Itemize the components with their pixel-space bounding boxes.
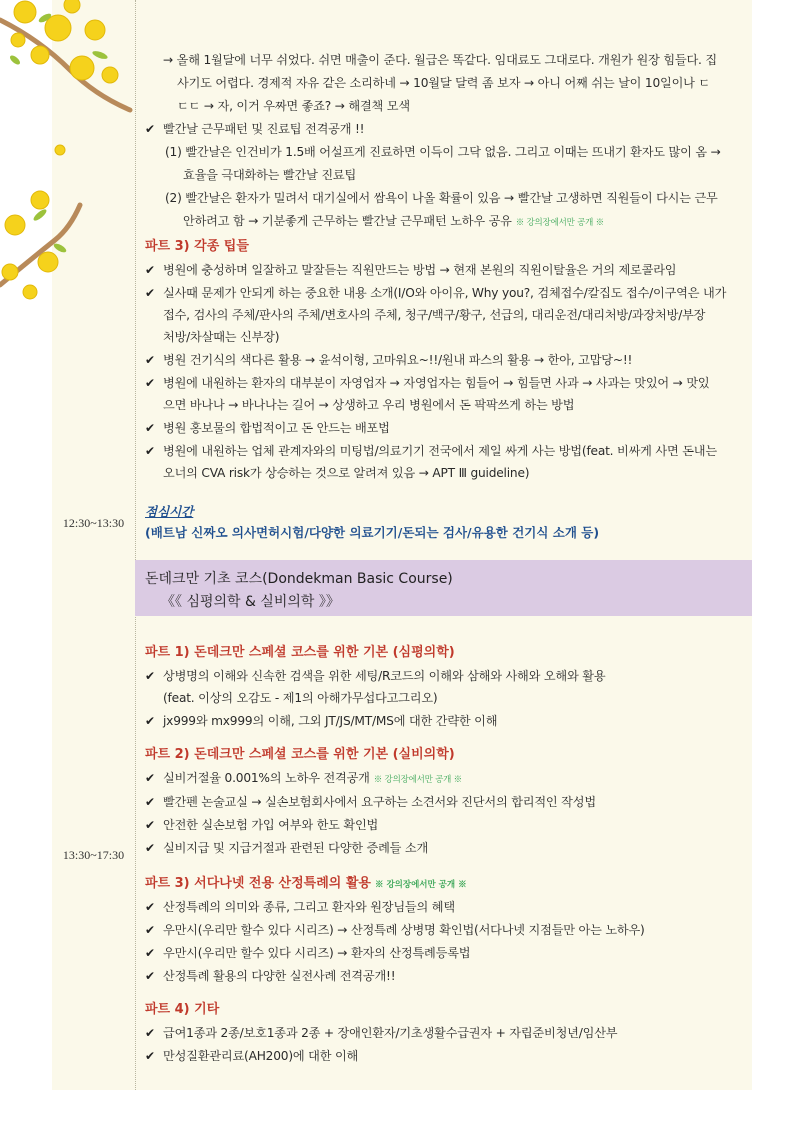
red-day-item: ✔ 빨간날 근무패턴 및 진료팁 전격공개 !!: [163, 121, 364, 137]
list-item: ✔ 우만시(우리만 할수 있다 시리즈) → 환자의 산정특례등록법: [163, 945, 470, 961]
list-item: ✔ 안전한 실손보험 가입 여부와 한도 확인법: [163, 817, 378, 833]
list-item: ✔ 병원에 내원하는 업체 관계자와의 미팅법/의료기기 전국에서 제일 싸게 사는 방법(feat. 비싸게 사면 돈내는: [163, 443, 717, 459]
course-title: 돈데크만 기초 코스(Dondekman Basic Course): [145, 571, 453, 587]
lecture-only-note: ※ 강의장에서만 공개 ※: [375, 880, 467, 890]
lunch-time-label: 12:30~13:30: [62, 516, 125, 530]
list-item: ✔ 병원 건기식의 색다른 활용 → 윤석이형, 고마워요~!!/원내 파스의 활용 → 한아, 고맙당~!!: [163, 352, 632, 368]
list-item: ✔ 급여1종과 2종/보호1종과 2종 + 장애인환자/기초생활수급권자 + 자립준비청년/임산부: [163, 1025, 617, 1041]
list-item: ✔ 만성질환관리료(AH200)에 대한 이해: [163, 1048, 358, 1064]
part2-heading: 파트 2) 돈데크만 스페셜 코스를 위한 기본 (실비의학): [145, 747, 455, 762]
list-item: ✔ 병원에 충성하며 일잘하고 말잘듣는 직원만드는 방법 → 현재 본원의 직원이탈율은 거의 제로콜라임: [163, 262, 676, 278]
lunch-description: (배트남 신짜오 의사면허시험/다양한 의료기기/돈되는 검사/유용한 건기식 소개 등): [145, 525, 600, 540]
list-item: ✔ 병원 홍보물의 합법적이고 돈 안드는 배포법: [163, 420, 390, 436]
list-item-cont: 접수, 검사의 주체/판사의 주체/변호사의 주체, 청구/백구/황구, 선급의, 대리운전/대리처방/과장처방/부장: [163, 308, 706, 322]
part1-heading: 파트 1) 돈데크만 스페셜 코스를 위한 기본 (심평의학): [145, 645, 455, 660]
red-day-sub-1a: (1) 빨간날은 인건비가 1.5배 어설프게 진료하면 이득이 그닥 없음. 그리고 이때는 뜨내기 환자도 많이 옴 →: [165, 145, 721, 159]
lunch-title: 점심시간: [145, 504, 194, 519]
flower-cluster-top: [11, 0, 118, 83]
lecture-only-note: ※ 강의장에서만 공개 ※: [515, 218, 604, 228]
forsythia-branch-illustration: [0, 0, 140, 310]
list-item: ✔ 실비거절율 0.001%의 노하우 전격공개 ※ 강의장에서만 공개 ※: [163, 770, 462, 788]
list-item: ✔ jx999와 mx999의 이해, 그외 JT/JS/MT/MS에 대한 간략한 이해: [163, 713, 497, 729]
list-item-cont: 처방/차살때는 신부장): [163, 330, 280, 344]
list-item-cont: 으면 바나나 → 바나나는 길어 → 상생하고 우리 병원에서 돈 팍팍쓰게 하는 방법: [163, 398, 575, 412]
red-day-sub-1b: 효율을 극대화하는 빨간날 진료팁: [183, 168, 357, 182]
continuation-line-1: → 올해 1월달에 너무 쉬었다. 쉬면 매출이 준다. 월급은 똑같다. 임대료도 그대로다. 개원가 원장 힘들다. 집: [163, 53, 717, 67]
lecture-only-note: ※ 강의장에서만 공개 ※: [373, 775, 462, 785]
list-item-cont: 오너의 CVA risk가 상승하는 것으로 알려져 있음 → APT Ⅲ guideline): [163, 466, 530, 480]
course-subtitle: 《《 심평의학 & 실비의학 》》: [161, 594, 340, 610]
list-item: ✔ 실사때 문제가 안되게 하는 중요한 내용 소개(I/O와 아이유, Why you?, 검체접수/칼집도 접수/이구역은 내가: [163, 285, 726, 301]
continuation-line-2: 사기도 어렵다. 경제적 자유 같은 소리하네 → 10월달 달력 좀 보자 → 아니 어째 쉬는 날이 10일이나 ㄷ: [177, 76, 711, 90]
flower-cluster-bottom: [2, 145, 65, 299]
list-item: ✔ 산정특례의 의미와 종류, 그리고 환자와 원장님들의 혜택: [163, 899, 455, 915]
list-item-cont: (feat. 이상의 오감도 - 제1의 아해가무섭다고그리오): [163, 691, 438, 705]
part4-heading: 파트 4) 기타: [145, 1002, 220, 1017]
list-item: ✔ 실비지급 및 지급거절과 관련된 다양한 증례들 소개: [163, 840, 428, 856]
list-item: ✔ 상병명의 이해와 신속한 검색을 위한 세팅/R코드의 이해와 삼해와 사해와 오해와 활용: [163, 668, 605, 684]
list-item: ✔ 우만시(우리만 할수 있다 시리즈) → 산정특례 상병명 확인법(서다나넷 지점들만 아는 노하우): [163, 922, 645, 938]
part3-tips-heading: 파트 3) 각종 팁들: [145, 239, 249, 254]
part3-sanjung-heading: 파트 3) 서다나넷 전용 산정특례의 활용 ※ 강의장에서만 공개 ※: [145, 876, 467, 891]
list-item: ✔ 산정특례 활용의 다양한 실전사례 전격공개!!: [163, 968, 395, 984]
red-day-sub-2a: (2) 빨간날은 환자가 밀려서 대기실에서 쌈욕이 나올 확률이 있음 → 빨간날 고생하면 직원들이 다시는 근무: [165, 191, 718, 205]
list-item: ✔ 빨간펜 논술교실 → 실손보험회사에서 요구하는 소견서와 진단서의 합리적인 작성법: [163, 794, 596, 810]
course-banner: [135, 560, 752, 616]
branch-stems: [0, 20, 130, 285]
afternoon-time-label: 13:30~17:30: [62, 848, 125, 862]
list-item: ✔ 병원에 내원하는 환자의 대부분이 자영업자 → 자영업자는 힘들어 → 힘들면 사과 → 사과는 맛있어 → 맛있: [163, 375, 710, 391]
red-day-sub-2b: 안하려고 함 → 기분좋게 근무하는 빨간날 근무패턴 노하우 공유 ※ 강의장에서만 공개 ※: [183, 214, 604, 228]
continuation-line-3: ㄷㄷ → 자, 이거 우짜면 좋죠? → 해결책 모색: [177, 99, 410, 113]
